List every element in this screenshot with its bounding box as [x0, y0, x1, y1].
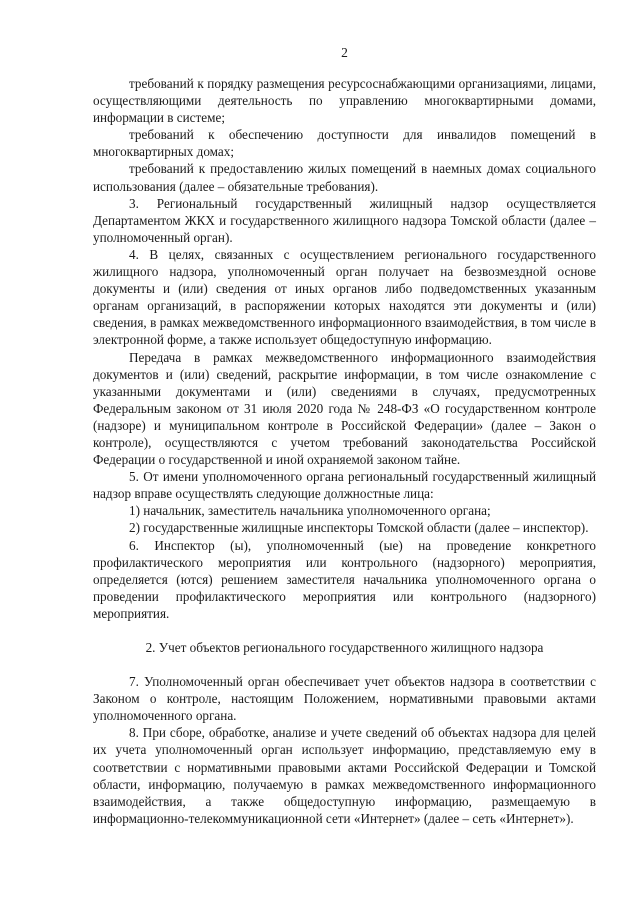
page-number: 2: [341, 45, 348, 60]
paragraph: 4. В целях, связанных с осуществлением регионального государственного жилищного надзора, уполномоченный орган получает на безвозмездной основе документы и (или) сведения от иных органов либо подведомственных указанным органам организаций, в распоряжении которых находятся эти документы и (или) сведения, в рамках межведомственного информационного взаимодействия, в том числе в электронной форме, а также использует общедоступную информацию.: [93, 246, 596, 348]
paragraph: 1) начальник, заместитель начальника уполномоченного органа;: [129, 503, 491, 519]
paragraph: Передача в рамках межведомственного информационного взаимодействия документов и (или) сведений, раскрытие информации, в том числе ознакомление с указанными документами и (или) сведениями в случаях, предусмотренных Федеральным законом от 31 июля 2020 года № 248-ФЗ «О государственном контроле (надзоре) и муниципальном контроле в Российской Федерации» (далее – Закон о контроле), осуществляются с учетом требований законодательства Российской Федерации о государственной и иной охраняемой законом тайне.: [93, 349, 596, 468]
paragraph: 6. Инспектор (ы), уполномоченный (ые) на проведение конкретного профилактического мероприятия или контрольного (надзорного) мероприятия, определяется (ются) решением заместителя начальника уполномоченного органа о проведении профилактического мероприятия или контрольного (надзорного) мероприятия.: [93, 537, 596, 621]
section-heading: 2. Учет объектов регионального государственного жилищного надзора: [145, 640, 544, 655]
paragraph: 5. От имени уполномоченного органа региональный государственный жилищный надзор вправе осуществлять следующие должностные лица:: [93, 469, 596, 502]
paragraph: требований к предоставлению жилых помещений в наемных домах социального использования (далее – обязательные требования).: [93, 161, 596, 194]
paragraph: 2) государственные жилищные инспекторы Томской области (далее – инспектор).: [129, 520, 589, 536]
paragraph: требований к обеспечению доступности для инвалидов помещений в многоквартирных домах;: [93, 127, 596, 160]
paragraph: 8. При сборе, обработке, анализе и учете сведений об объектах надзора для целей их учета уполномоченный орган использует информацию, представляемую ему в соответствии с нормативными правовыми актами Российской Федерации и Томской области, информацию, получаемую в рамках межведомственного информационного взаимодействия, а также общедоступную информацию, размещаемую в информационно-телекоммуникационной сети «Интернет» (далее – сеть «Интернет»).: [93, 725, 596, 826]
paragraph: 7. Уполномоченный орган обеспечивает учет объектов надзора в соответствии с Законом о контроле, настоящим Положением, нормативными правовыми актами уполномоченного органа.: [93, 674, 596, 724]
document-body: [93, 75, 596, 827]
paragraph: требований к порядку размещения ресурсоснабжающими организациями, лицами, осуществляющими деятельность по управлению многоквартирными домами, информации в системе;: [93, 76, 596, 126]
paragraph: 3. Региональный государственный жилищный надзор осуществляется Департаментом ЖКХ и государственного жилищного надзора Томской области (далее – уполномоченный орган).: [93, 195, 596, 245]
